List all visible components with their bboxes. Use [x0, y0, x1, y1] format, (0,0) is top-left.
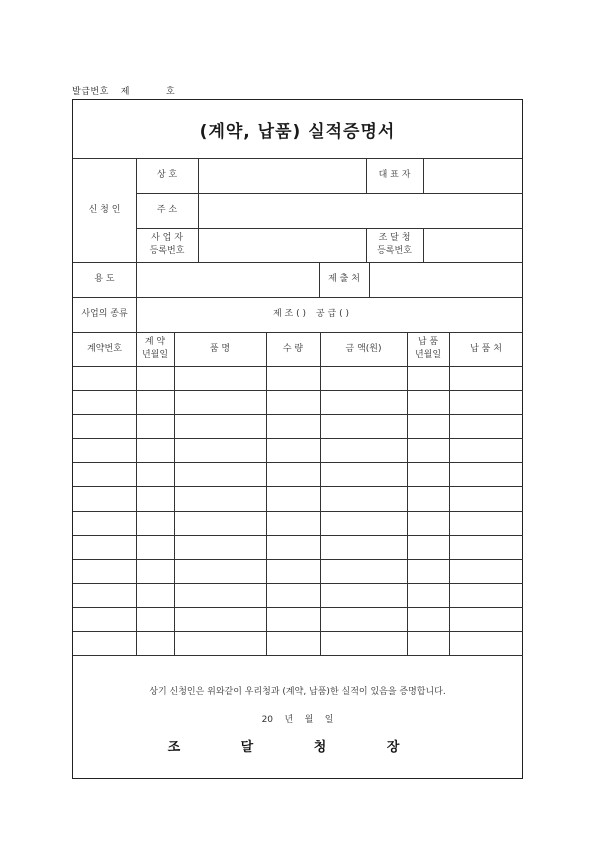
header-contract-no: 계약번호 [87, 343, 122, 354]
manufacture-option[interactable]: 제 조 ( ) [273, 309, 306, 319]
page-title: (계약, 납품) 실적증명서 [199, 121, 396, 142]
submit-to-field[interactable] [369, 262, 523, 297]
table-row[interactable] [73, 511, 523, 512]
table-row[interactable] [73, 655, 523, 656]
certification-text: 상기 신청인은 위와같이 우리청과 (계약, 납품)한 실적이 있음을 증명합니다. [149, 687, 446, 697]
purpose-field[interactable] [136, 262, 319, 297]
table-row[interactable] [73, 414, 523, 415]
company-name-field[interactable] [198, 158, 366, 193]
header-delivery-date-line2: 년월일 [414, 350, 442, 360]
supply-option[interactable]: 공 급 ( ) [316, 309, 349, 319]
representative-field[interactable] [423, 158, 523, 193]
table-row[interactable] [73, 631, 523, 632]
table-row[interactable] [73, 462, 523, 463]
header-delivery-date [407, 332, 449, 366]
issue-number-prefix: 제 [120, 87, 130, 97]
header-delivery-place: 납 품 처 [470, 343, 502, 354]
date-line[interactable]: 20 년 월 일 [261, 715, 334, 725]
issue-number [72, 84, 175, 97]
table-row[interactable] [73, 559, 523, 560]
header-amount: 금 액(원) [345, 343, 382, 354]
table-row[interactable] [73, 390, 523, 391]
table-row[interactable] [73, 486, 523, 487]
submit-to-label: 제 출 처 [328, 274, 360, 284]
header-item-name: 품 명 [209, 343, 231, 354]
procurement-reg-label-line2: 등록번호 [377, 246, 412, 256]
procurement-reg-label-line1: 조 달 청 [378, 233, 411, 243]
table-row[interactable] [73, 535, 523, 536]
business-reg-label-line1: 사 업 자 [151, 233, 183, 243]
certificate-form [72, 99, 523, 779]
table-row[interactable] [73, 438, 523, 439]
header-contract-date-line1: 계 약 [144, 337, 166, 347]
business-reg-label [136, 228, 198, 262]
header-contract-date [136, 332, 174, 366]
issuer-name: 조 달 청 장 [167, 740, 428, 755]
table-row[interactable] [73, 607, 523, 608]
business-reg-field[interactable] [198, 228, 366, 262]
business-reg-label-line2: 등록번호 [149, 246, 185, 256]
address-label: 주 소 [156, 205, 178, 215]
company-name-label: 상 호 [156, 170, 178, 180]
representative-label: 대 표 자 [378, 170, 411, 180]
issue-number-suffix: 호 [165, 87, 176, 97]
address-field[interactable] [198, 193, 523, 228]
business-type-label: 사업의 종류 [81, 309, 128, 319]
title-row [73, 100, 522, 159]
procurement-reg-label [366, 228, 423, 262]
purpose-label: 용 도 [94, 274, 115, 284]
header-quantity: 수 량 [282, 343, 304, 354]
applicant-label: 신 청 인 [88, 204, 121, 215]
procurement-reg-field[interactable] [423, 228, 523, 262]
header-contract-date-line2: 년월일 [141, 350, 169, 360]
issue-number-label: 발급번호 [72, 87, 109, 97]
table-row[interactable] [73, 583, 523, 584]
header-delivery-date-line1: 납 품 [417, 337, 439, 347]
